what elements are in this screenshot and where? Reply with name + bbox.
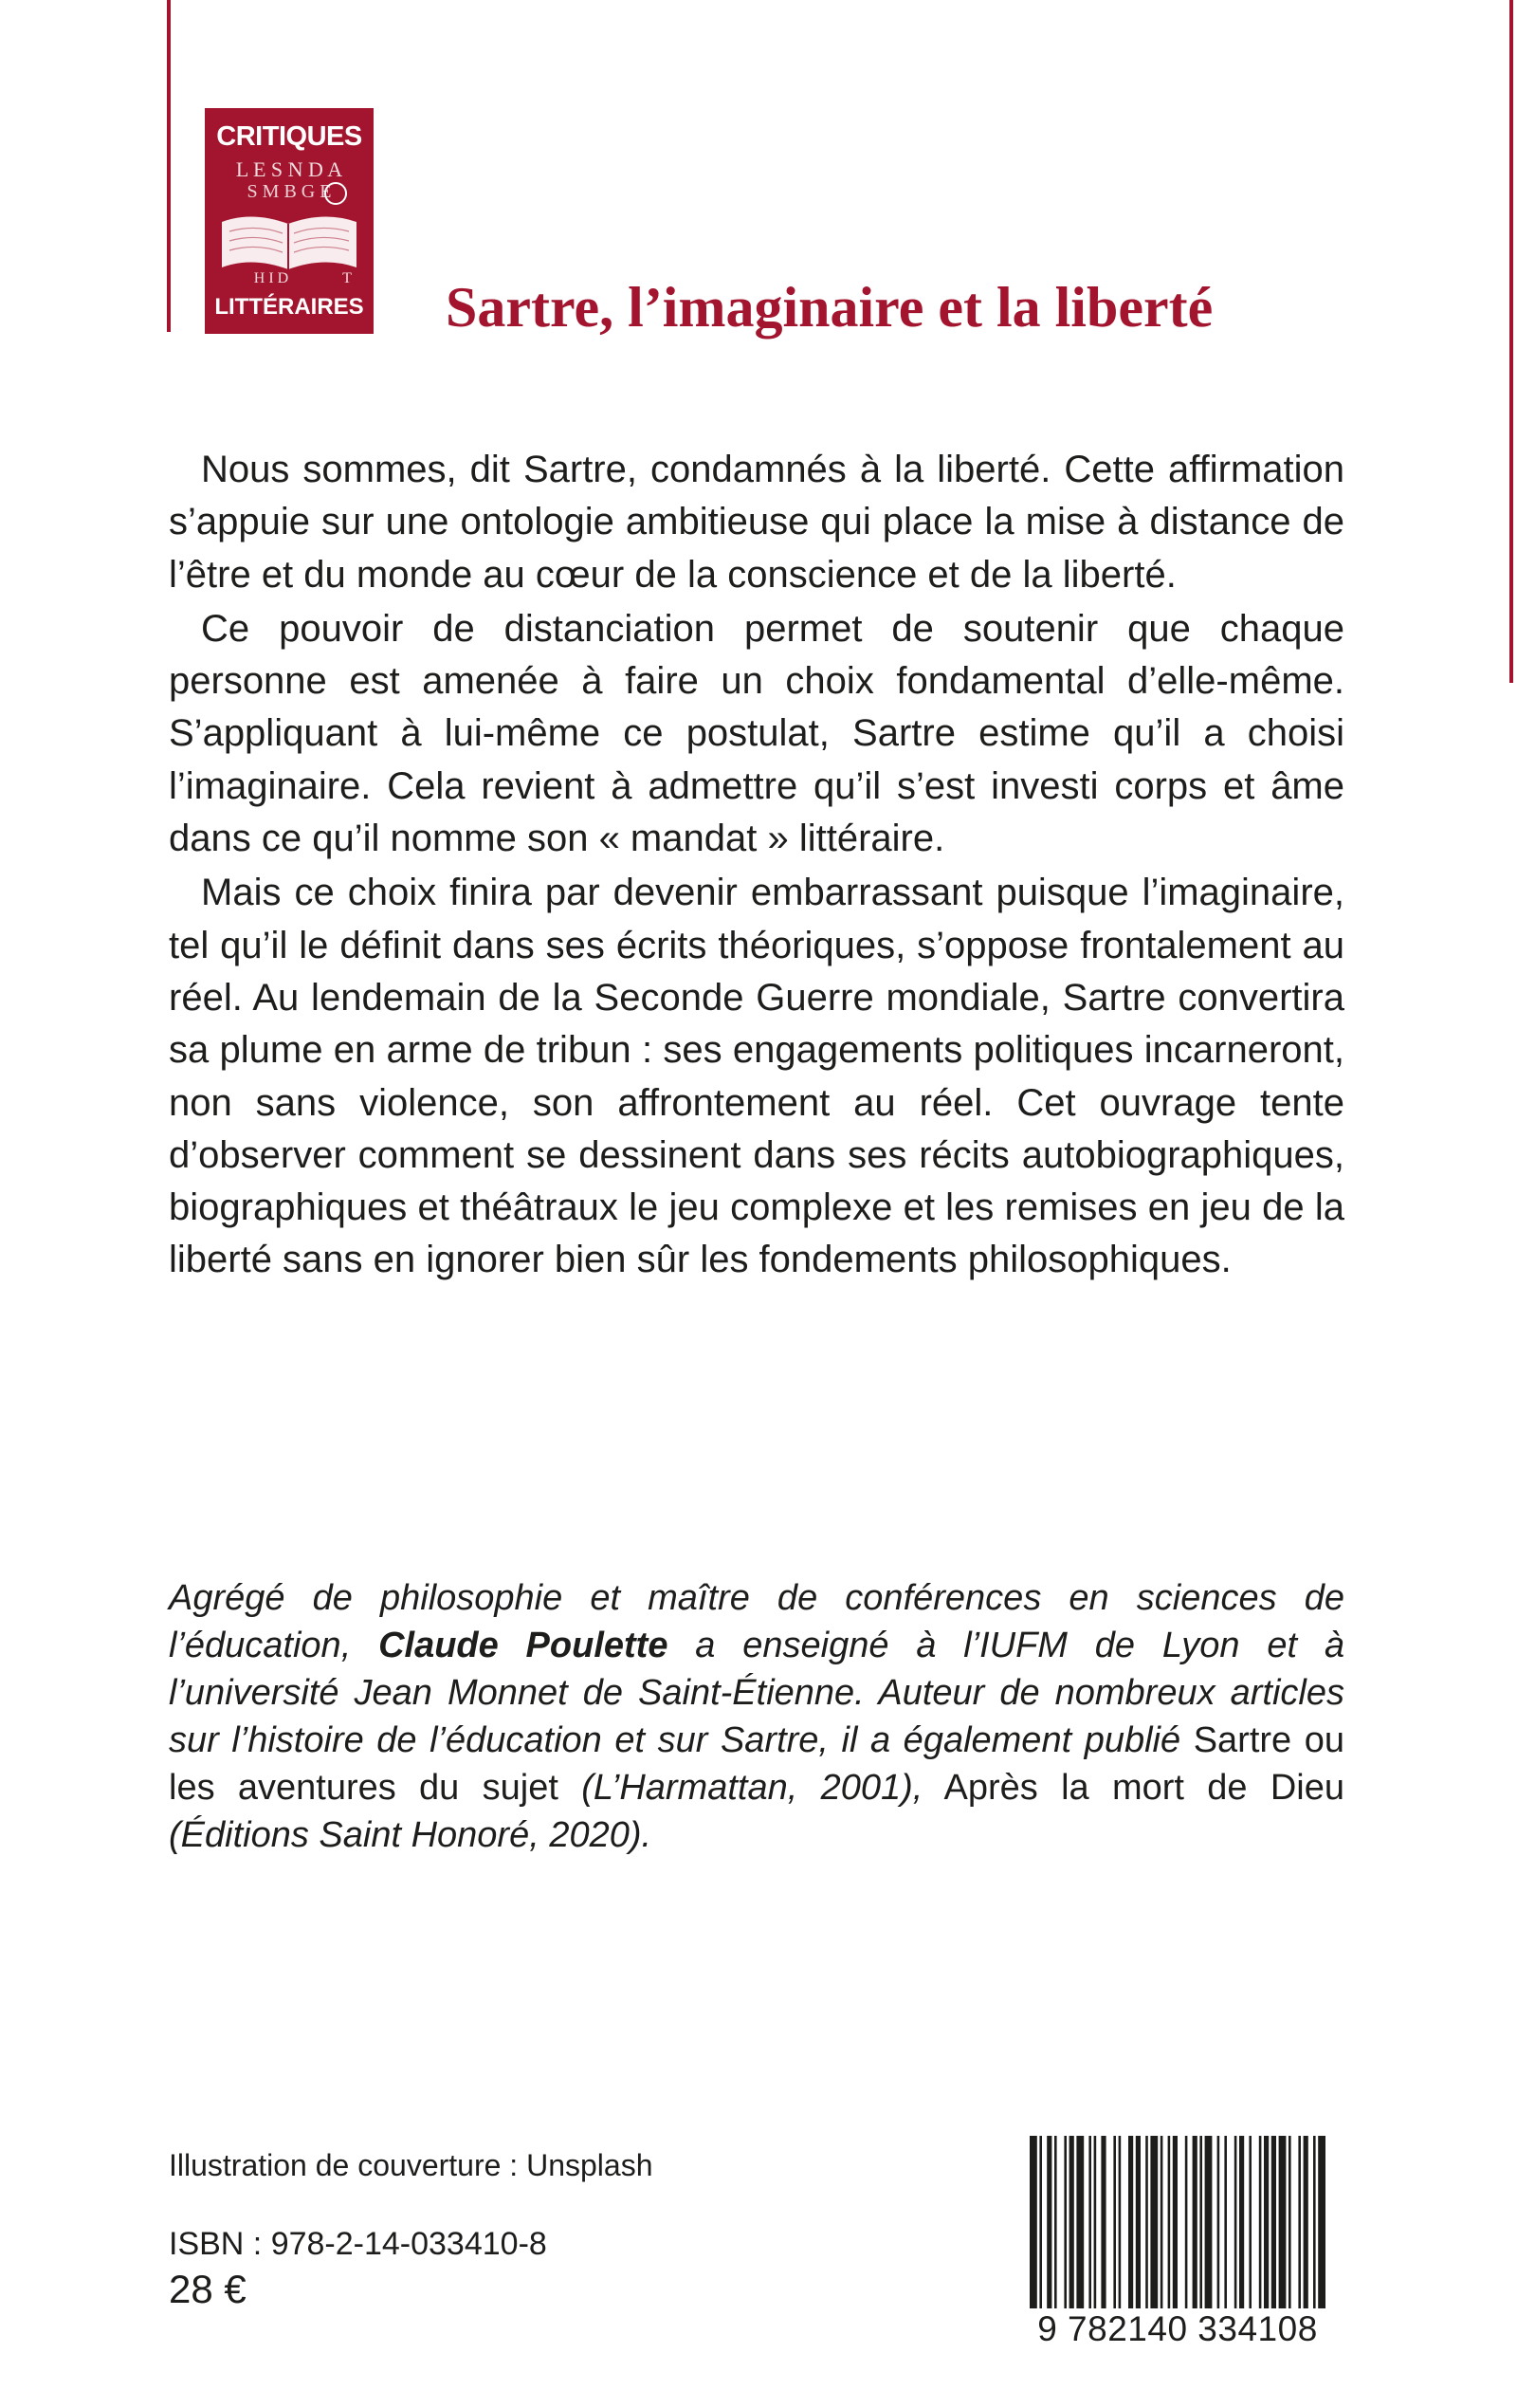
barcode-bar <box>1298 2136 1301 2308</box>
summary-paragraph: Ce pouvoir de distanciation permet de soutenir que chaque personne est amenée à faire un choix fondamental d’elle-même. S’appliquant à lui-même ce postulat, Sartre estime qu’il a choisi l’imaginaire. Cela revient à admettre qu’il s’est investi corps et âme dans ce qu’il nomme son « mandat » littéraire. <box>169 607 1344 860</box>
barcode-bar <box>1185 2136 1188 2308</box>
barcode-bar <box>1259 2136 1262 2308</box>
barcode-bar <box>1289 2136 1291 2308</box>
author-bio <box>169 1574 1344 1859</box>
barcode-bar <box>1168 2136 1171 2308</box>
barcode-bar <box>1199 2136 1202 2308</box>
barcode-bar <box>1318 2136 1325 2308</box>
barcode-bar <box>1128 2136 1133 2308</box>
logo-letters: L E S N D A <box>235 157 343 181</box>
barcode-bar <box>1101 2136 1106 2308</box>
summary <box>169 444 1344 1289</box>
barcode-bar <box>1136 2136 1141 2308</box>
barcode-bar <box>1069 2136 1074 2308</box>
barcode-bar <box>1161 2136 1163 2308</box>
barcode-bar <box>1279 2136 1287 2308</box>
book-title: Sartre, l’imaginaire et la liberté <box>446 276 1214 339</box>
barcode-bar <box>1076 2136 1084 2308</box>
barcode-bar <box>1173 2136 1178 2308</box>
barcode-bar <box>1224 2136 1227 2308</box>
barcode-bar <box>1047 2136 1051 2308</box>
barcode-bar <box>1313 2136 1316 2308</box>
series-logo <box>205 108 374 334</box>
right-rule <box>1509 0 1513 683</box>
barcode-bar <box>1113 2136 1116 2308</box>
open-book-icon <box>214 156 364 285</box>
barcode-bar <box>1054 2136 1057 2308</box>
svg-text:H I D: H I D <box>253 270 289 285</box>
author-name: Claude Poulette <box>378 1626 668 1665</box>
bio-publisher-2: (Éditions Saint Honoré, 2020). <box>169 1815 652 1855</box>
summary-paragraph: Mais ce choix finira par devenir embarrassant puisque l’imaginaire, tel qu’il le définit dans ses écrits théoriques, s’oppose frontalement au réel. Au lendemain de la Seconde Guerre mondiale, Sartre convertira sa plume en arme de tribun : ses engagements politiques incarneront, non sans violence, son affrontement au réel. Cet ouvrage tente d’observer comment se dessinent dans ses récits autobiographiques, biographiques et théâtraux le jeu complexe et les remises en jeu de la liberté sans en ignorer bien sûr les fondements philosophiques. <box>169 872 1344 1281</box>
barcode-bar <box>1249 2136 1252 2308</box>
barcode-bar <box>1239 2136 1244 2308</box>
series-label-top: CRITIQUES <box>216 121 362 152</box>
barcode-digits: 9 782140 334108 <box>1026 2308 1329 2350</box>
svg-text:T: T <box>342 270 352 285</box>
barcode-bar <box>1205 2136 1213 2308</box>
barcode-bar <box>1193 2136 1197 2308</box>
price: 28 € <box>169 2267 247 2311</box>
bio-part-2: a enseigné à l’IUFM de Lyon et à l’université Jean Monnet de Saint-Étienne. Auteur de nombreux articles sur l’histoire de l’éducation et sur Sartre, il a également publié <box>169 1626 1344 1760</box>
barcode-bar <box>1304 2136 1308 2308</box>
barcode-bar <box>1088 2136 1091 2308</box>
bio-book-2: Après la mort de Dieu <box>943 1768 1344 1808</box>
svg-text:S M B G E: S M B G E <box>247 181 332 202</box>
barcode-bar <box>1119 2136 1122 2308</box>
barcode-bar <box>1217 2136 1220 2308</box>
isbn: ISBN : 978-2-14-033410-8 <box>169 2226 547 2262</box>
barcode-bar <box>1094 2136 1097 2308</box>
barcode-bar <box>1234 2136 1237 2308</box>
barcode-bar <box>1145 2136 1148 2308</box>
series-label-bottom: LITTÉRAIRES <box>214 294 364 320</box>
barcode-bar <box>1150 2136 1158 2308</box>
barcode <box>1026 2136 1329 2350</box>
bio-publisher-1: (L’Harmattan, 2001), <box>581 1768 923 1808</box>
barcode-bar <box>1064 2136 1067 2308</box>
cover-credit: Illustration de couverture : Unsplash <box>169 2148 653 2182</box>
bio-book-1: Sartre ou les aventures du sujet <box>169 1720 1344 1808</box>
summary-paragraph: Nous sommes, dit Sartre, condamnés à la liberté. Cette affirmation s’appuie sur une ontologie ambitieuse qui place la mise à distance de l’être et du monde au cœur de la conscience et de la liberté. <box>169 449 1344 596</box>
left-rule <box>167 0 171 332</box>
bio-part-1: Agrégé de philosophie et maître de conférences en sciences de l’éducation, <box>169 1578 1344 1665</box>
